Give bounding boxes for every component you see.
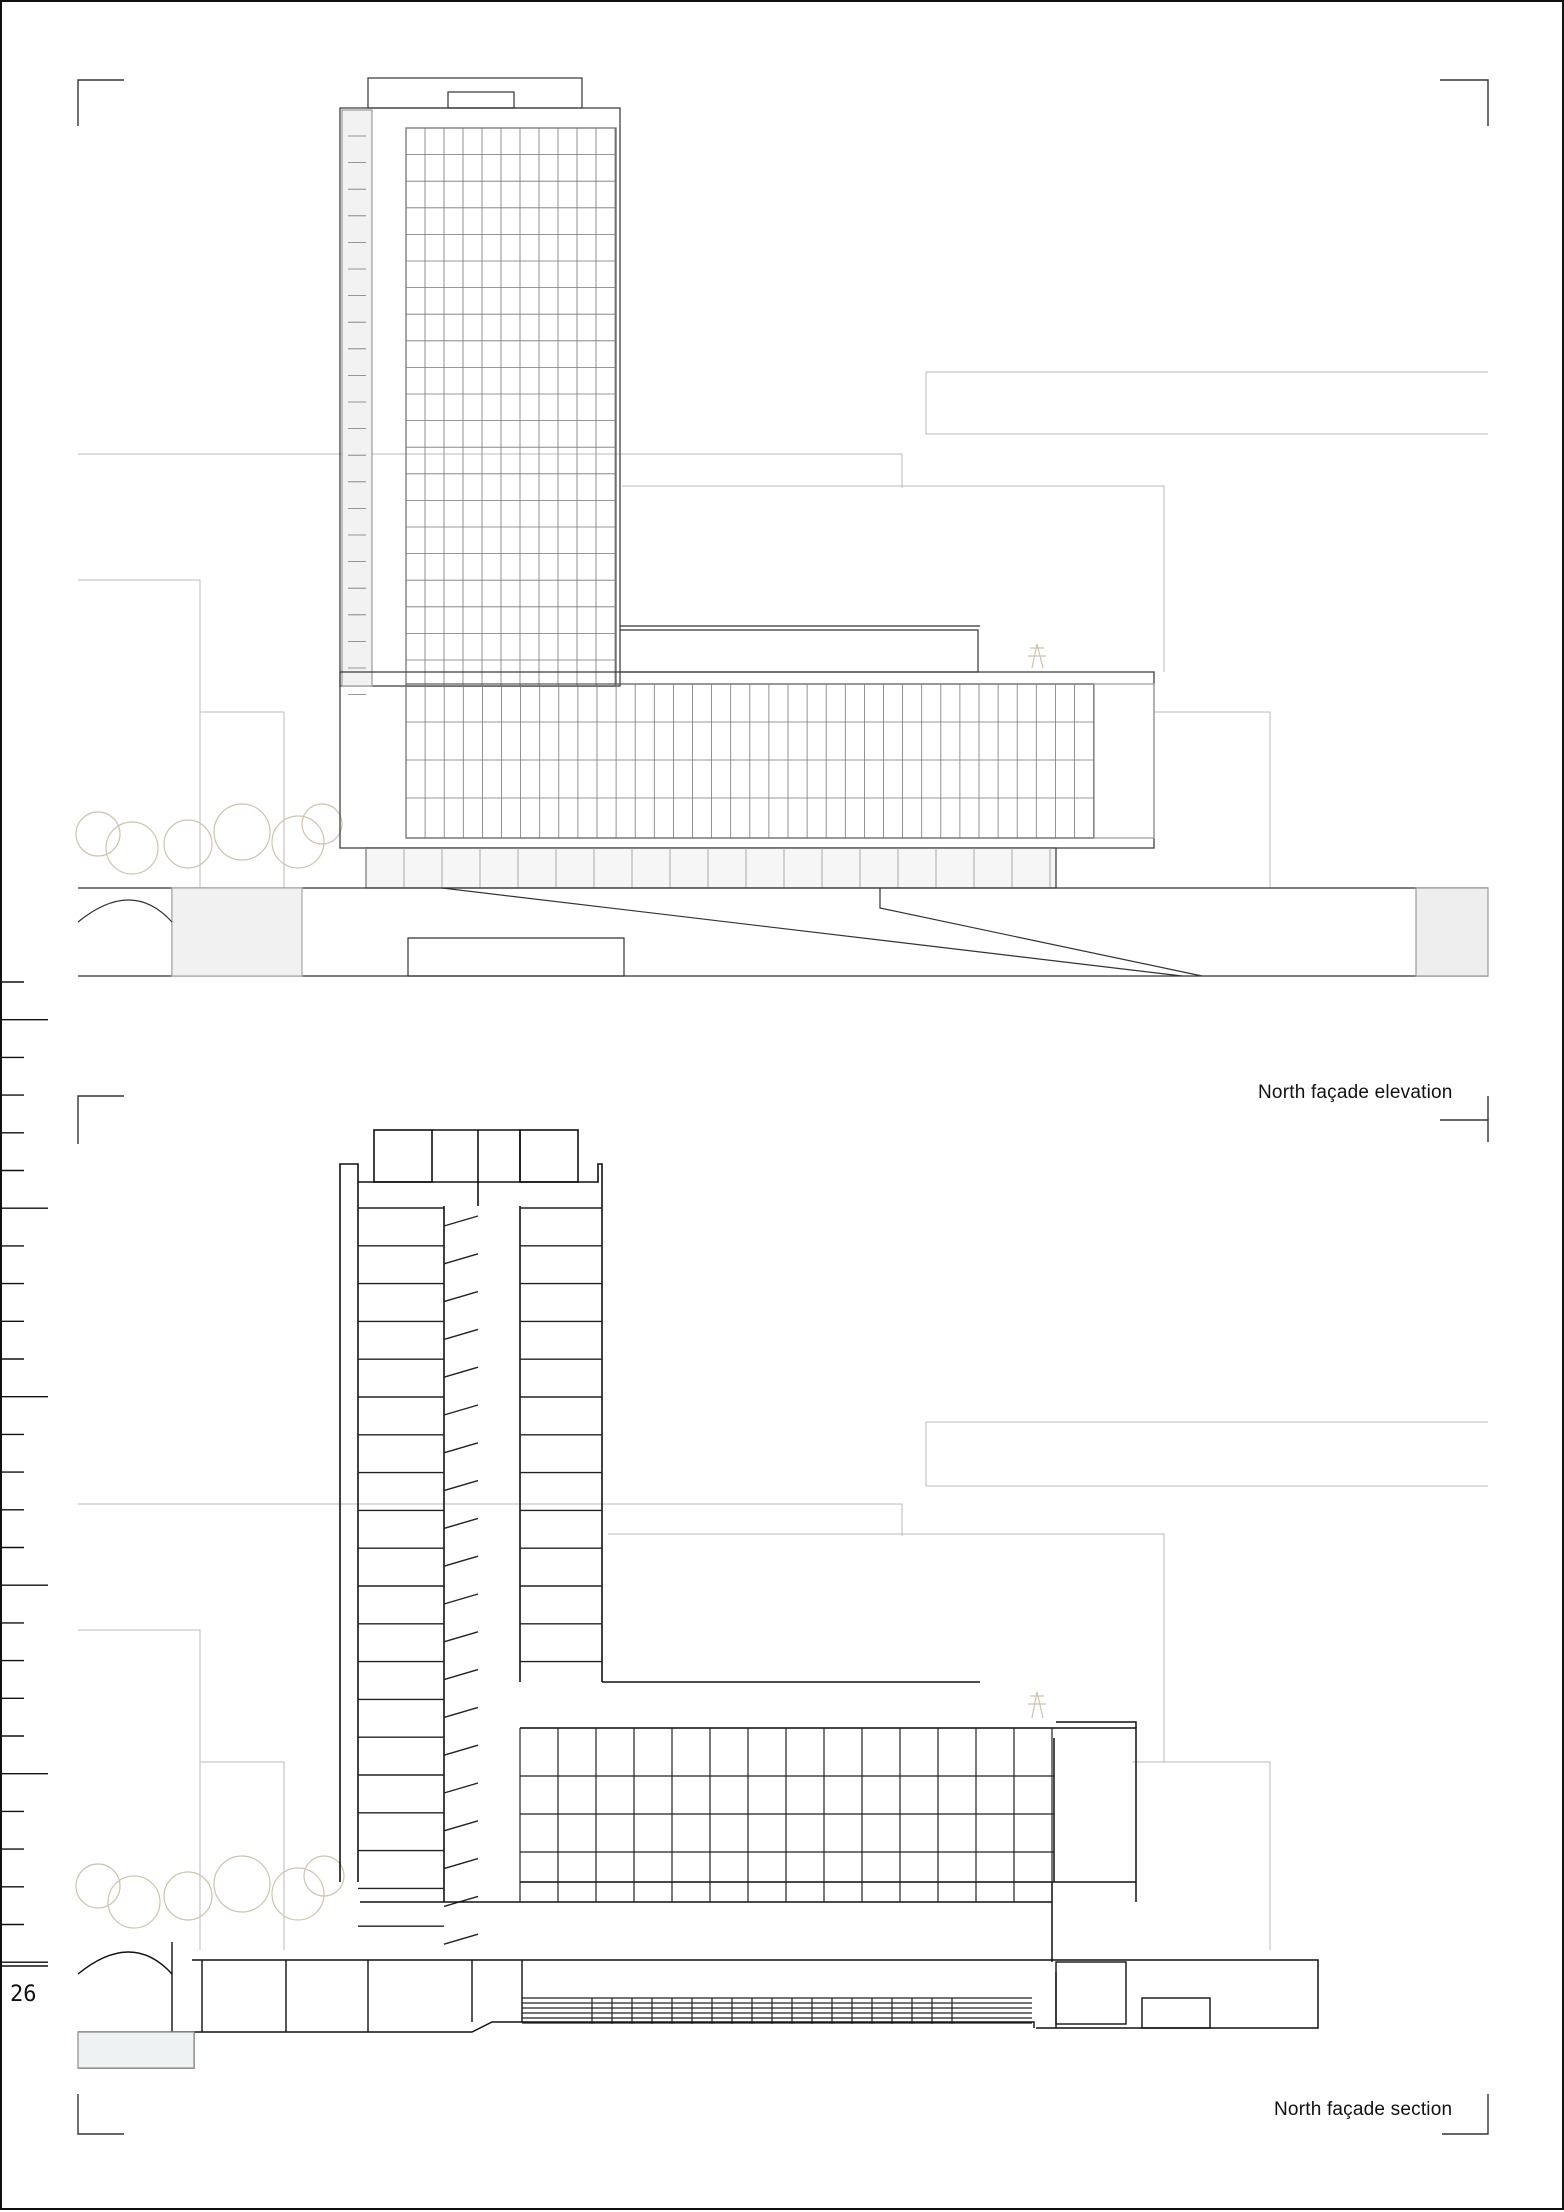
- margin-ticks: [2, 982, 48, 1966]
- section-stair: [444, 1481, 478, 1491]
- section-trees: [76, 1692, 1046, 1928]
- section-stair: [444, 1594, 478, 1604]
- podium-block: [340, 626, 1154, 848]
- trees: [76, 644, 1046, 874]
- podium-floors: [520, 1728, 1054, 1902]
- elevation-caption: North façade elevation: [1258, 1082, 1453, 1103]
- section-stair: [444, 1821, 478, 1831]
- tower-floors: [358, 1208, 602, 1944]
- section-stair: [444, 1443, 478, 1453]
- podium-section: [192, 1682, 1318, 2028]
- ground-floor: [366, 848, 1056, 888]
- section-stair: [444, 1707, 478, 1717]
- section-stair: [444, 1405, 478, 1415]
- section-stair: [444, 1518, 478, 1528]
- north-elevation-drawing: [2, 2, 1564, 1002]
- section-stair: [444, 1934, 478, 1944]
- tower: [340, 78, 620, 686]
- section-stair: [444, 1783, 478, 1793]
- basement-section: [78, 1942, 1210, 2068]
- section-stair: [444, 1859, 478, 1869]
- section-stair: [444, 1216, 478, 1226]
- section-stair: [444, 1292, 478, 1302]
- tower-grid: [348, 128, 616, 695]
- crop-marks: [78, 80, 1488, 126]
- section-stair: [444, 1367, 478, 1377]
- podium-grid: [406, 684, 1094, 838]
- section-caption: North façade section: [1274, 2099, 1453, 2120]
- section-stair: [444, 1632, 478, 1642]
- plinth: [78, 888, 1488, 976]
- section-stair: [444, 1254, 478, 1264]
- auditorium-seats: [522, 1998, 1032, 2024]
- section-stair: [444, 1896, 478, 1906]
- section-stair: [444, 1556, 478, 1566]
- page-number: 26: [10, 1982, 37, 2007]
- section-stair: [444, 1329, 478, 1339]
- tower-section: [340, 1130, 602, 1902]
- section-context: [78, 1422, 1488, 1950]
- crop-marks-section: [78, 1096, 1488, 2134]
- section-stair: [444, 1745, 478, 1755]
- section-stair: [444, 1670, 478, 1680]
